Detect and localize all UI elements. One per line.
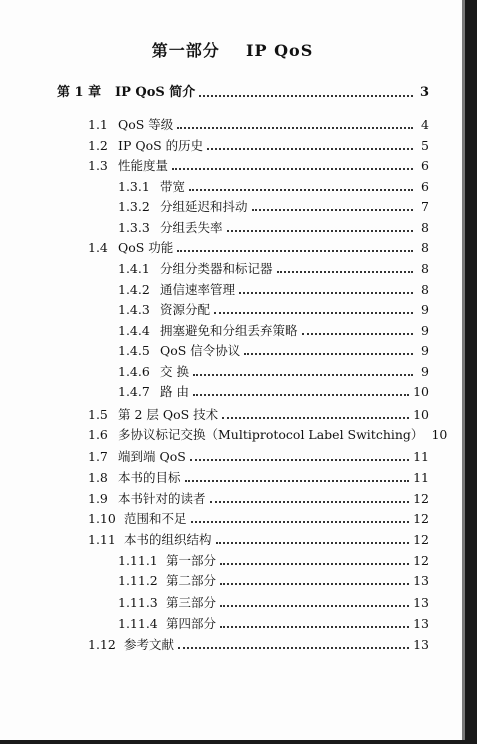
- toc-entry-number: 1.6: [88, 427, 108, 442]
- toc-entry-title: 拥塞避免和分组丢弃策略: [160, 323, 298, 338]
- toc-entry-title: 本书的组织结构: [124, 532, 212, 547]
- toc-entry-title: QoS 信令协议: [160, 343, 241, 358]
- toc-entry[interactable]: [88, 115, 429, 135]
- toc-entry[interactable]: [88, 425, 448, 445]
- toc-entry-page: 8: [421, 240, 429, 255]
- dot-leader: [244, 353, 413, 355]
- toc-entry[interactable]: [88, 238, 429, 258]
- toc-entry-number: 1.4.1: [118, 261, 150, 276]
- toc-entry-number: 1.3: [88, 158, 108, 173]
- dot-leader: [193, 394, 409, 396]
- toc-entry-title: 交 换: [160, 364, 189, 379]
- toc-entry-number: 1.9: [88, 491, 108, 506]
- toc-entry[interactable]: [88, 530, 429, 550]
- toc-entry[interactable]: [88, 635, 429, 655]
- dot-leader: [252, 209, 413, 211]
- toc-entry-number: 1.11.3: [118, 595, 158, 610]
- toc-entry-number: 1.11.4: [118, 616, 158, 631]
- toc-entry[interactable]: [118, 593, 429, 613]
- toc-entry-title: 本书的目标: [118, 470, 181, 485]
- toc-entry-page: 12: [413, 532, 429, 547]
- toc-entry[interactable]: [118, 321, 429, 341]
- dot-leader: [239, 292, 413, 294]
- toc-entry[interactable]: [118, 551, 429, 571]
- dot-leader: [227, 230, 413, 232]
- dot-leader: [177, 127, 413, 129]
- toc-entry[interactable]: [118, 614, 429, 634]
- toc-entry-title: 通信速率管理: [160, 282, 236, 297]
- toc-entry-page: 11: [413, 449, 429, 464]
- toc-entry-number: 1.4.4: [118, 323, 150, 338]
- toc-entry-page: 10: [431, 427, 448, 442]
- toc-entry-page: 6: [421, 179, 429, 194]
- toc-entry[interactable]: [118, 218, 429, 238]
- toc-entry-number: 1.10: [88, 511, 116, 526]
- toc-entry-page: 13: [413, 616, 429, 631]
- toc-entry-title: 第三部分: [166, 595, 217, 610]
- toc-entry-number: 1.11.2: [118, 573, 158, 588]
- toc-entry[interactable]: [88, 468, 429, 488]
- toc-entry-page: 8: [421, 220, 429, 235]
- toc-entry[interactable]: [88, 156, 429, 176]
- toc-entry-number: 1.3.1: [118, 179, 150, 194]
- toc-entry-number: 1.3.2: [118, 199, 150, 214]
- dot-leader: [193, 374, 413, 376]
- toc-entry-title: 路 由: [160, 384, 189, 399]
- dot-leader: [177, 250, 413, 252]
- dot-leader: [220, 605, 409, 607]
- dot-leader: [172, 168, 413, 170]
- part-title: 第一部分 IP QoS: [151, 41, 314, 60]
- toc-entry-number: 1.4.6: [118, 364, 150, 379]
- toc-entry[interactable]: [118, 341, 429, 361]
- toc-entry-number: 1.12: [88, 637, 116, 652]
- toc-entry-page: 9: [421, 364, 429, 379]
- toc-entry[interactable]: [88, 489, 429, 509]
- toc-entry-page: 13: [413, 595, 429, 610]
- toc-entry-page: 12: [413, 511, 429, 526]
- toc-entry-number: 1.4.3: [118, 302, 150, 317]
- toc-entry-page: 8: [421, 261, 429, 276]
- toc-entry-title: 第 2 层 QoS 技术: [118, 407, 219, 422]
- toc-entry-title: 资源分配: [160, 302, 211, 317]
- toc-entry-title: 端到端 QoS: [118, 449, 186, 464]
- toc-entry[interactable]: [88, 405, 429, 425]
- toc-entry[interactable]: [118, 197, 429, 217]
- toc-entry-number: 1.7: [88, 449, 108, 464]
- toc-entry-number: 1.11.1: [118, 553, 158, 568]
- toc-entry-number: 1.4.7: [118, 384, 150, 399]
- toc-entry[interactable]: [57, 83, 429, 103]
- toc-entry-number: 1.2: [88, 138, 108, 153]
- dot-leader: [199, 95, 413, 97]
- toc-entry[interactable]: [88, 136, 429, 156]
- toc-entry-page: 8: [421, 282, 429, 297]
- toc-entry-title: 多协议标记交换（Multiprotocol Label Switching）: [118, 427, 424, 442]
- toc-entry[interactable]: [118, 177, 429, 197]
- toc-entry-title: 分组分类器和标记器: [160, 261, 273, 276]
- dot-leader: [302, 333, 413, 335]
- toc-entry-page: 4: [421, 117, 429, 132]
- dot-leader: [210, 501, 410, 503]
- toc-entry-page: 13: [413, 573, 429, 588]
- toc-entry-page: 12: [413, 491, 429, 506]
- toc-entry-title: IP QoS 的历史: [118, 138, 204, 153]
- toc-entry-page: 3: [419, 85, 429, 100]
- toc-entry-title: 本书针对的读者: [118, 491, 206, 506]
- dot-leader: [178, 647, 409, 649]
- toc-entry-number: 1.4.2: [118, 282, 150, 297]
- dot-leader: [190, 459, 409, 461]
- toc-entry-title: 分组延迟和抖动: [160, 199, 248, 214]
- toc-entry-page: 7: [421, 199, 429, 214]
- dot-leader: [220, 626, 409, 628]
- toc-entry-title: 第四部分: [166, 616, 217, 631]
- toc-entry-number: 1.8: [88, 470, 108, 485]
- toc-entry-number: 1.5: [88, 407, 108, 422]
- dot-leader: [207, 148, 413, 150]
- toc-entry[interactable]: [118, 259, 429, 279]
- toc-entry-number: 1.4: [88, 240, 108, 255]
- toc-entry-page: 11: [413, 470, 429, 485]
- toc-entry-title: 分组丢失率: [160, 220, 223, 235]
- toc-entry-page: 5: [421, 138, 429, 153]
- dot-leader: [189, 189, 413, 191]
- toc-entry-title: 第二部分: [166, 573, 217, 588]
- toc-entry-title: 带宽: [160, 179, 186, 194]
- dot-leader: [185, 480, 410, 482]
- toc-entry-title: 性能度量: [118, 158, 169, 173]
- toc-entry[interactable]: [118, 382, 429, 402]
- toc-entry-number: 1.3.3: [118, 220, 150, 235]
- toc-entry[interactable]: [88, 509, 429, 529]
- toc-entry-title: QoS 等级: [118, 117, 174, 132]
- toc-entry-page: 10: [413, 407, 429, 422]
- toc-entry-title: QoS 功能: [118, 240, 174, 255]
- toc-entry[interactable]: [118, 362, 429, 382]
- dot-leader: [214, 312, 413, 314]
- dot-leader: [220, 583, 409, 585]
- dot-leader: [277, 271, 413, 273]
- toc-entry-page: 9: [421, 323, 429, 338]
- toc-entry[interactable]: [118, 280, 429, 300]
- toc-entry-page: 10: [413, 384, 429, 399]
- toc-entry[interactable]: [88, 447, 429, 467]
- dot-leader: [220, 563, 409, 565]
- toc-entry-number: 1.1: [88, 117, 108, 132]
- toc-entry-title: 参考文献: [124, 637, 175, 652]
- toc-entry-title: 第一部分: [166, 553, 217, 568]
- toc-entry-number: 1.4.5: [118, 343, 150, 358]
- toc-entry-page: 9: [421, 302, 429, 317]
- toc-entry[interactable]: [118, 300, 429, 320]
- toc-entry-page: 6: [421, 158, 429, 173]
- toc-entry-title: IP QoS 简介: [115, 85, 196, 100]
- dot-leader: [191, 521, 410, 523]
- toc-entry-page: 13: [413, 637, 429, 652]
- toc-entry-number: 第 1 章: [57, 85, 102, 100]
- toc-entry-number: 1.11: [88, 532, 116, 547]
- dot-leader: [222, 417, 409, 419]
- toc-entry[interactable]: [118, 571, 429, 591]
- dot-leader: [216, 542, 410, 544]
- toc-entry-title: 范围和不足: [124, 511, 187, 526]
- toc-entry-page: 12: [413, 553, 429, 568]
- toc-entry-page: 9: [421, 343, 429, 358]
